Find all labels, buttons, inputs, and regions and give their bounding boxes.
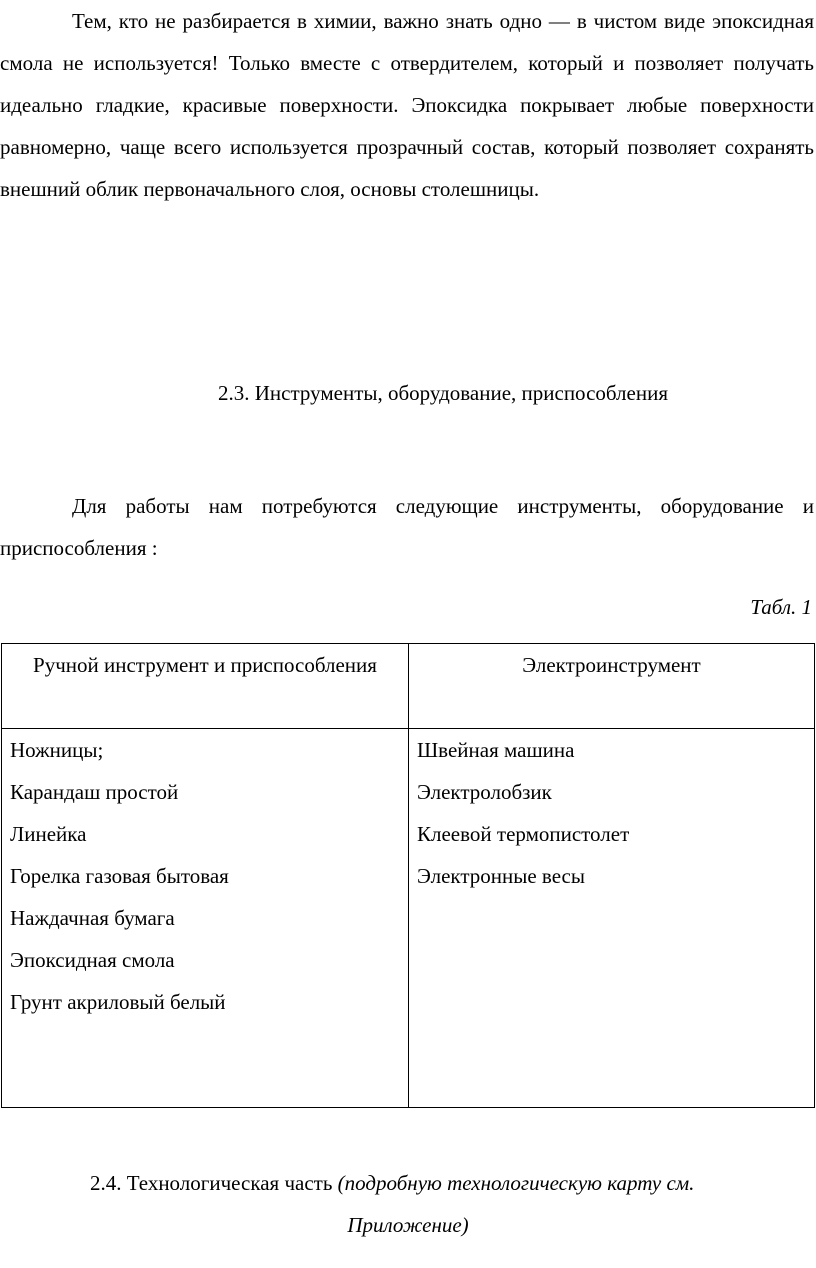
list-item: Клеевой термопистолет — [417, 822, 630, 846]
list-item: Ножницы; — [10, 738, 104, 762]
intro-paragraph: Тем, кто не разбирается в химии, важно знать одно — в чистом виде эпоксидная смола не используется! Только вместе с отвердителем, который и позволяет получать идеально гладкие, красивые поверхности. Эпоксидка покрывает любые поверхности равномерно, чаще всего используется прозрачный состав, который позволяет сохранять внешний облик первоначального слоя, основы столешницы. — [0, 9, 814, 201]
header-hand-tools: Ручной инструмент и приспособления — [2, 644, 409, 729]
list-item: Эпоксидная смола — [10, 948, 175, 972]
table-row — [2, 729, 815, 1108]
list-item: Горелка газовая бытовая — [10, 864, 229, 888]
list-item: Линейка — [10, 822, 87, 846]
list-item: Электронные весы — [417, 864, 585, 888]
section-2-4-title: 2.4. Технологическая часть — [90, 1171, 333, 1195]
section-2-4-note-continuation: Приложение) — [347, 1213, 469, 1237]
hand-tools-cell — [2, 729, 409, 1108]
header-power-tools: Электроинструмент — [409, 644, 815, 729]
list-item: Грунт акриловый белый — [10, 990, 226, 1014]
table-header-row — [2, 644, 815, 729]
list-item: Наждачная бумага — [10, 906, 175, 930]
section-2-4-line1 — [0, 1162, 816, 1204]
tools-table — [1, 643, 815, 1108]
section-2-4-note: (подробную технологическую карту см. — [337, 1171, 695, 1195]
list-item: Швейная машина — [417, 738, 575, 762]
section-2-3-heading: 2.3. Инструменты, оборудование, приспособления — [218, 381, 668, 405]
tools-paragraph: Для работы нам потребуются следующие инструменты, оборудование и приспособления : — [0, 494, 814, 560]
list-item: Карандаш простой — [10, 780, 179, 804]
section-2-4-heading — [0, 1162, 816, 1246]
power-tools-cell — [409, 729, 815, 1108]
list-item: Электролобзик — [417, 780, 552, 804]
table-caption: Табл. 1 — [750, 595, 812, 619]
